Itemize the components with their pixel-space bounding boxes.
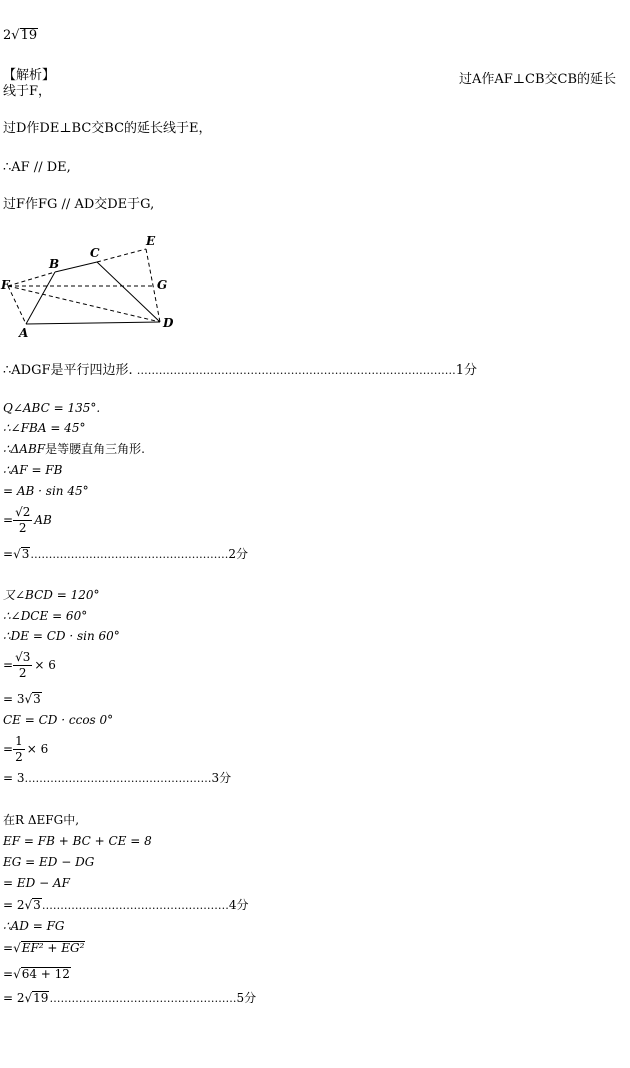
step-parallel: ∴AF // DE, (3, 160, 71, 175)
analysis-tag: 【解析】 (3, 68, 56, 83)
b1-l7-radicand: 3 (21, 547, 30, 561)
b3-l1: 在R ΔEFG中, (3, 813, 80, 827)
b1-l7-score: 2分 (228, 547, 248, 561)
b1-l6-den: 2 (18, 521, 27, 535)
geometry-figure (0, 228, 190, 343)
b3-l5: = 2√3……………………………………………4分 (3, 898, 249, 912)
step-de: 过D作DE⊥BC交BC的延长线于E， (3, 121, 212, 136)
b1-l1: Q∠ABC = 135°. (3, 401, 101, 415)
label-d: D (163, 316, 174, 330)
b2-l4: = $\frac{√3}{2}$ × 6 (3, 650, 56, 680)
b2-l7: = $\frac{1}{2}$ × 6 (3, 734, 49, 764)
b2-l4-den: 2 (18, 666, 27, 680)
answer-line: 2√19 (3, 28, 38, 43)
b2-l7-num: 1 (15, 734, 23, 748)
b3-l9-radicand: 19 (33, 991, 49, 1005)
score1: 1分 (455, 363, 478, 378)
b2-l2: ∴∠DCE = 60° (3, 609, 88, 623)
b3-l3: EG = ED − DG (3, 855, 95, 869)
step-parallelogram: ∴ADGF是平行四边形. (3, 363, 133, 378)
b1-l6: = $\frac{√2}{2}$ AB (3, 505, 52, 535)
b1-l3-a: ∴ΔABF (3, 442, 46, 456)
b3-l5-radicand: 3 (33, 898, 41, 912)
b2-l8-text: = 3 (3, 771, 25, 785)
b3-l2: EF = FB + BC + CE = 8 (3, 834, 152, 848)
label-g: G (157, 278, 168, 292)
label-c: C (90, 246, 100, 260)
b2-l4-num: √3 (15, 650, 31, 664)
b3-l9: = 2√19……………………………………………5分 (3, 991, 257, 1005)
b2-l5-radicand: 3 (33, 692, 41, 706)
b1-l7-dots: ……………………………………………… (30, 548, 229, 561)
b2-l8-dots: …………………………………………… (24, 772, 212, 785)
b3-l4: = ED − AF (3, 876, 70, 890)
b1-l3-b: 是等腰直角三角形. (45, 442, 145, 456)
b2-l7-den: 2 (15, 750, 23, 764)
analysis-intro-right: 过A作AF⊥CB交CB的延长 (459, 72, 617, 87)
b2-l5-coef: = 3 (3, 692, 25, 706)
step-fg: 过F作FG // AD交DE于G, (3, 197, 155, 212)
b1-l5: = AB · sin 45° (3, 484, 89, 498)
answer-radicand: 19 (20, 28, 38, 43)
b3-l8-radicand: 64 + 12 (21, 967, 70, 981)
b1-l2: ∴∠FBA = 45° (3, 421, 86, 435)
b2-l7-tail: × 6 (26, 742, 49, 756)
label-b: B (49, 257, 60, 271)
b2-l8-score: 3分 (211, 771, 232, 785)
label-e: E (146, 234, 156, 248)
b2-l8 (3, 770, 231, 787)
b3-l5-coef: = 2 (3, 898, 25, 912)
b2-l4-tail: × 6 (34, 658, 56, 672)
b3-l9-dots: …………………………………………… (49, 992, 237, 1005)
b3-l9-score: 5分 (236, 991, 257, 1005)
label-a: A (19, 326, 29, 340)
b1-l6-num: √2 (15, 505, 31, 519)
step-parallelogram-line (3, 363, 477, 379)
edge-ad (26, 322, 160, 324)
score1-dots: …………………………………………………………………………… (136, 364, 456, 377)
b3-l5-dots: …………………………………………… (41, 899, 229, 912)
b2-l6: CE = CD · ccos 0° (3, 713, 114, 727)
b3-l7: =√EF² + EG² (3, 941, 85, 955)
edge-fa (8, 286, 26, 324)
edge-ce (97, 249, 146, 262)
b3-l7-radicand: EF² + EG² (21, 941, 85, 955)
b1-l3 (3, 441, 145, 457)
b1-l6-tail: AB (34, 513, 52, 527)
b3-l8: =√64 + 12 (3, 967, 70, 981)
b3-l5-score: 4分 (228, 898, 249, 912)
label-f: F (1, 278, 10, 292)
b2-l5: = 3√3 (3, 692, 41, 706)
b2-l3: ∴DE = CD · sin 60° (3, 629, 120, 643)
b3-l9-coef: = 2 (3, 991, 25, 1005)
b2-l1: 又∠BCD = 120° (3, 588, 100, 602)
answer-coef: 2 (3, 28, 12, 43)
edge-bc (55, 262, 97, 272)
b1-l7: =√3………………………………………………2分 (3, 547, 248, 561)
analysis-intro-cont: 线于F， (3, 84, 52, 99)
b3-l6: ∴AD = FG (3, 919, 65, 933)
edge-fd (8, 286, 160, 322)
b1-l4: ∴AF = FB (3, 463, 63, 477)
